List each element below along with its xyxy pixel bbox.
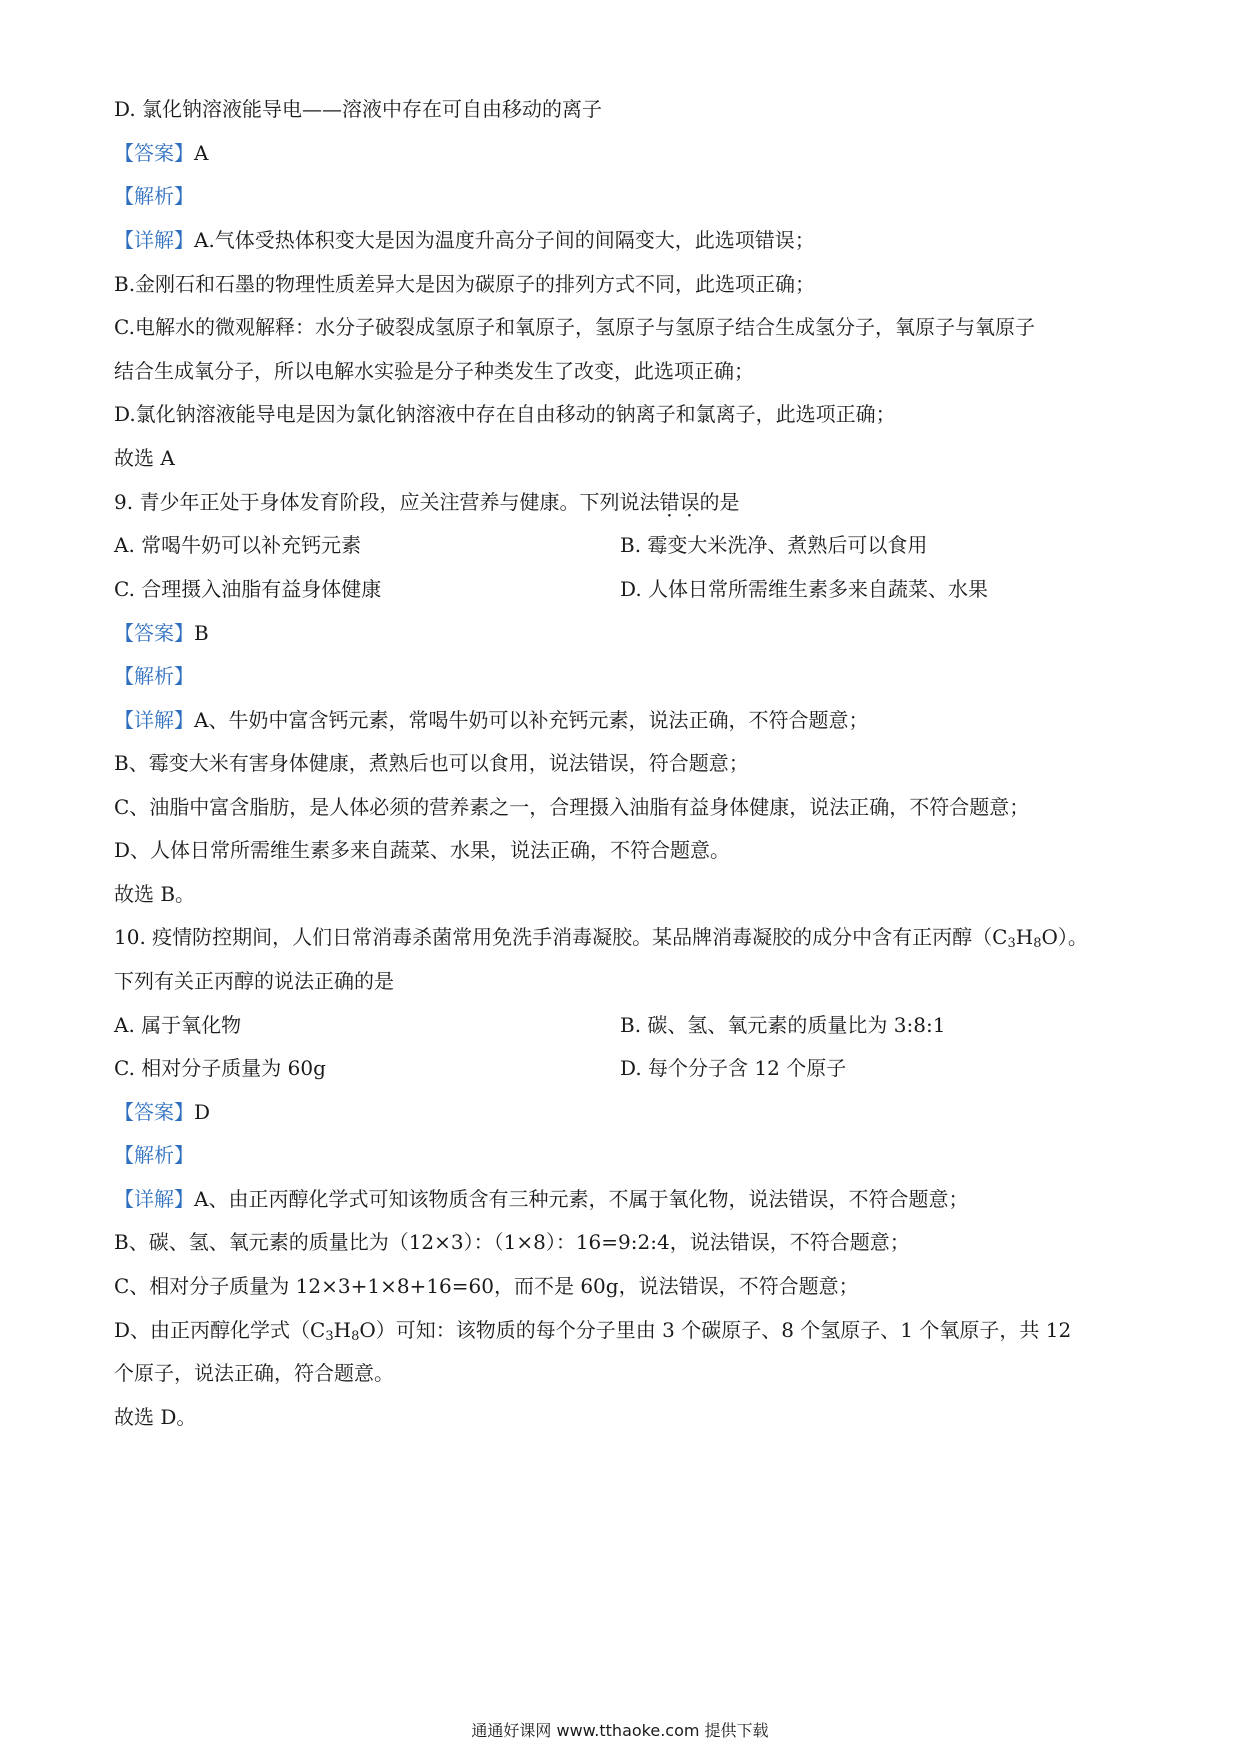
detail-q10-c: C、相对分子质量为 12×3+1×8+16=60，而不是 60g，说法错误，不符合题意； (114, 1274, 859, 1298)
detail-text: A.气体受热体积变大是因为温度升高分子间的间隔变大，此选项错误； (194, 228, 815, 252)
detail-text: D、由正丙醇化学式（C (114, 1318, 326, 1342)
detail-q8-d: D.氯化钠溶液能导电是因为氯化钠溶液中存在自由移动的钠离子和氯离子，此选项正确； (114, 402, 896, 426)
subscript: 3 (1007, 936, 1016, 951)
answer-tag: 【答案】 (114, 621, 194, 645)
selection-q9: 故选 B。 (114, 882, 196, 906)
detail-text: A、牛奶中富含钙元素，常喝牛奶可以补充钙元素，说法正确，不符合题意； (194, 708, 869, 732)
emphasis-char: 错 (659, 490, 680, 514)
formula-text: H (1015, 925, 1034, 949)
answer-tag: 【答案】 (114, 141, 194, 165)
detail-text: A、由正丙醇化学式可知该物质含有三种元素，不属于氧化物，说法错误，不符合题意； (194, 1187, 969, 1211)
question-text: 的是 (699, 490, 740, 514)
option-d-q10: D. 每个分子含 12 个原子 (620, 1056, 847, 1080)
detail-q9-d: D、人体日常所需维生素多来自蔬菜、水果，说法正确，不符合题意。 (114, 838, 731, 862)
detail-tag: 【详解】 (114, 228, 194, 252)
answer-value: D (194, 1100, 211, 1124)
detail-q8-a (114, 227, 815, 253)
formula-text: O）。 (1041, 925, 1088, 949)
answer-tag: 【答案】 (114, 1100, 194, 1124)
question-9 (114, 489, 739, 515)
question-text: 9. 青少年正处于身体发育阶段，应关注营养与健康。下列说法 (114, 490, 660, 514)
selection-q8: 故选 A (114, 446, 175, 470)
detail-q10-d2: 个原子，说法正确，符合题意。 (114, 1361, 394, 1385)
detail-q9-a (114, 707, 868, 733)
detail-q10-a (114, 1186, 968, 1212)
formula-text: H (333, 1318, 352, 1342)
selection-q10: 故选 D。 (114, 1405, 197, 1429)
page-footer: 通通好课网 www.tthaoke.com 提供下载 (471, 1721, 769, 1740)
detail-q10-b: B、碳、氢、氧元素的质量比为（12×3）：（1×8）：16=9:2:4，说法错误，不符合题意； (114, 1230, 910, 1254)
subscript: 8 (351, 1329, 360, 1344)
answer-q9 (114, 620, 209, 646)
detail-tag: 【详解】 (114, 1187, 194, 1211)
answer-q10 (114, 1099, 210, 1125)
answer-value: A (194, 141, 209, 165)
emphasis-char: 误 (679, 490, 700, 514)
subscript: 8 (1033, 936, 1042, 951)
option-a-q10: A. 属于氧化物 (114, 1013, 242, 1037)
option-c-q9: C. 合理摄入油脂有益身体健康 (114, 577, 382, 601)
detail-q9-c: C、油脂中富含脂肪，是人体必须的营养素之一，合理摄入油脂有益身体健康，说法正确，不符合题意； (114, 795, 1030, 819)
detail-tag: 【详解】 (114, 708, 194, 732)
option-c-q10: C. 相对分子质量为 60g (114, 1056, 326, 1080)
analysis-tag-q9: 【解析】 (114, 664, 194, 688)
option-d-q9: D. 人体日常所需维生素多来自蔬菜、水果 (620, 577, 989, 601)
analysis-tag-q10: 【解析】 (114, 1143, 194, 1167)
question-10-line2: 下列有关正丙醇的说法正确的是 (114, 969, 394, 993)
detail-q8-c2: 结合生成氧分子，所以电解水实验是分子种类发生了改变，此选项正确； (114, 359, 754, 383)
analysis-tag-q8: 【解析】 (114, 184, 194, 208)
question-10-line1 (114, 924, 1088, 950)
option-d-q8: D. 氯化钠溶液能导电——溶液中存在可自由移动的离子 (114, 97, 603, 121)
detail-text: O）可知：该物质的每个分子里由 3 个碳原子、8 个氢原子、1 个氧原子，共 12 (359, 1318, 1072, 1342)
detail-q10-d1 (114, 1317, 1071, 1343)
detail-q9-b: B、霉变大米有害身体健康，煮熟后也可以食用，说法错误，符合题意； (114, 751, 749, 775)
option-b-q9: B. 霉变大米洗净、煮熟后可以食用 (620, 533, 928, 557)
answer-value: B (194, 621, 209, 645)
option-b-q10: B. 碳、氢、氧元素的质量比为 3:8:1 (620, 1013, 946, 1037)
subscript: 3 (325, 1329, 334, 1344)
detail-q8-c1: C.电解水的微观解释：水分子破裂成氢原子和氧原子，氢原子与氢原子结合生成氢分子，氧原子与氧原子 (114, 315, 1035, 339)
detail-q8-b: B.金刚石和石墨的物理性质差异大是因为碳原子的排列方式不同，此选项正确； (114, 272, 816, 296)
answer-q8 (114, 140, 208, 166)
question-text: 10. 疫情防控期间，人们日常消毒杀菌常用免洗手消毒凝胶。某品牌消毒凝胶的成分中含有正丙醇（C (114, 925, 1008, 949)
option-a-q9: A. 常喝牛奶可以补充钙元素 (114, 533, 362, 557)
